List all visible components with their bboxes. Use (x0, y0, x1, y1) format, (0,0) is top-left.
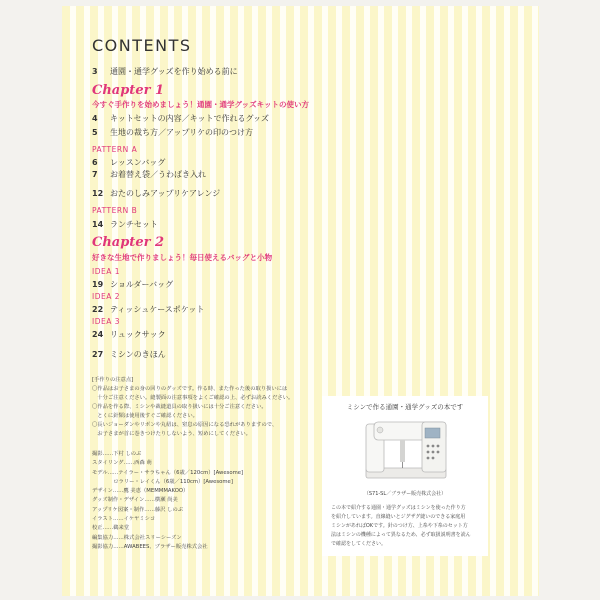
credit-line: デザイン……鷹 美恵（MEMMMAKOO） (92, 488, 189, 495)
toc-entry[interactable] (92, 113, 269, 124)
toc-entry[interactable] (92, 157, 165, 168)
contents-title: CONTENTS (92, 36, 192, 55)
entry-title: 通園・通学グッズを作り始める前に (110, 67, 238, 76)
promo-line: この本で紹介する通園・通学グッズはミシンを使った作り方 (331, 505, 466, 511)
entry-title: ショルダーバッグ (110, 280, 174, 289)
toc-entry[interactable] (92, 219, 158, 230)
entry-title: キットセットの内容／キットで作れるグッズ (110, 114, 270, 123)
notes-line: とくに針類は使用後すぐご確認ください。 (92, 413, 198, 419)
sewing-machine-icon (360, 416, 450, 486)
page-number: 6 (92, 158, 98, 167)
entry-title: 生地の裁ち方／アップリケの印のつけ方 (110, 128, 253, 137)
entry-title: おたのしみアップリケアレンジ (110, 189, 221, 198)
idea-1-label: IDEA 1 (92, 267, 121, 276)
credit-line: グッズ制作・デザイン……横瀬 尚美 (92, 497, 178, 504)
entry-title: ミシンのきほん (110, 350, 166, 359)
page-number: 24 (92, 330, 104, 339)
promo-line: ミシンがあればOKです。針のつけ方、上糸や下糸のセット方 (331, 523, 468, 529)
credit-line: スタイリング……西森 萌 (92, 460, 152, 467)
staff-credits (92, 450, 243, 552)
credit-line: 撮影協力……AWABEES、ブラザー販売株式会社 (92, 543, 208, 550)
entry-title: ティッシュケースポケット (110, 305, 205, 314)
machine-caption: （S71-SL／ブラザー販売株式会社） (363, 491, 447, 497)
chapter-1-subtitle: 今すぐ手作りを始めましょう！通園・通学グッズキットの使い方 (92, 100, 309, 109)
credit-line: アップリケ図案・制作……藤沢 しのぶ (92, 506, 184, 513)
chapter-2-heading: Chapter 2 (92, 235, 165, 250)
sewing-machine-box (322, 396, 488, 556)
promo-body (331, 504, 481, 549)
promo-heading: ミシンで作る通園・通学グッズの本です (346, 403, 464, 411)
pattern-b-label: PATTERN B (92, 206, 138, 215)
toc-entry[interactable] (92, 66, 238, 77)
toc-entry[interactable] (92, 279, 173, 290)
credit-line: モデル……テイラー・サラちゃん（6歳／120cm）[Awesome] (92, 469, 244, 476)
idea-2-label: IDEA 2 (92, 292, 121, 301)
notes-heading: [手作りの注意点] (92, 377, 134, 383)
toc-entry[interactable] (92, 349, 166, 360)
idea-3-label: IDEA 3 (92, 317, 121, 326)
page-number: 14 (92, 220, 104, 229)
chapter-2-subtitle: 好きな生地で作りましょう！毎日使えるバッグと小物 (92, 253, 273, 262)
notes-line: 〇長いジョーダンやリボンや丸紐は、窒息の原因になる恐れがありますので、 (92, 422, 278, 428)
notes-line: お子さまが首に巻きつけたりしないよう、短めにしてください。 (92, 431, 251, 437)
toc-entry[interactable] (92, 188, 220, 199)
page-number: 22 (92, 305, 104, 314)
pattern-a-label: PATTERN A (92, 145, 138, 154)
toc-entry[interactable] (92, 329, 166, 340)
page-number: 19 (92, 280, 104, 289)
toc-entry[interactable] (92, 304, 204, 315)
page-number: 3 (92, 67, 98, 76)
credit-line: ロラリー・レイくん（6歳／110cm）[Awesome] (92, 478, 233, 485)
page-number: 12 (92, 189, 104, 198)
promo-line: 法はミシンの機種によって異なるため、必ず取扱説明書を読ん (331, 532, 471, 538)
credit-line: 編集協力……株式会社スリーシーズン (92, 534, 182, 541)
toc-entry[interactable] (92, 127, 253, 138)
entry-title: ランチセット (110, 220, 158, 229)
credit-line: イラスト……イケヤミシコ (92, 516, 156, 523)
entry-title: お着替え袋／うわばき入れ (110, 170, 206, 179)
credit-line: 撮影……下村 しのぶ (92, 451, 142, 457)
page-number: 7 (92, 170, 98, 179)
promo-line: で確認をしてください。 (331, 541, 387, 547)
notes-line: 〇作品はお子さまの身の回りのグッズです。作る時、また作った後の取り扱いには (92, 386, 288, 392)
promo-line: を紹介しています。直線縫いとジグザグ縫いのできる家庭用 (331, 514, 466, 520)
craft-notes (92, 376, 322, 439)
page-number: 5 (92, 128, 98, 137)
credit-line: 校正……鵜来堂 (92, 525, 130, 532)
chapter-1-heading: Chapter 1 (92, 83, 165, 98)
toc-entry[interactable] (92, 169, 206, 180)
notes-line: 〇作品を作る際、ミシンや裁縫道具の取り扱いには十分ご注意ください。 (92, 404, 267, 410)
page-number: 4 (92, 114, 98, 123)
entry-title: レッスンバッグ (110, 158, 166, 167)
entry-title: リュックサック (110, 330, 166, 339)
page-number: 27 (92, 350, 104, 359)
notes-line: 十分ご注意ください。縫製面の注意事項をよくご確認の上、必ずお読みください。 (92, 395, 294, 401)
